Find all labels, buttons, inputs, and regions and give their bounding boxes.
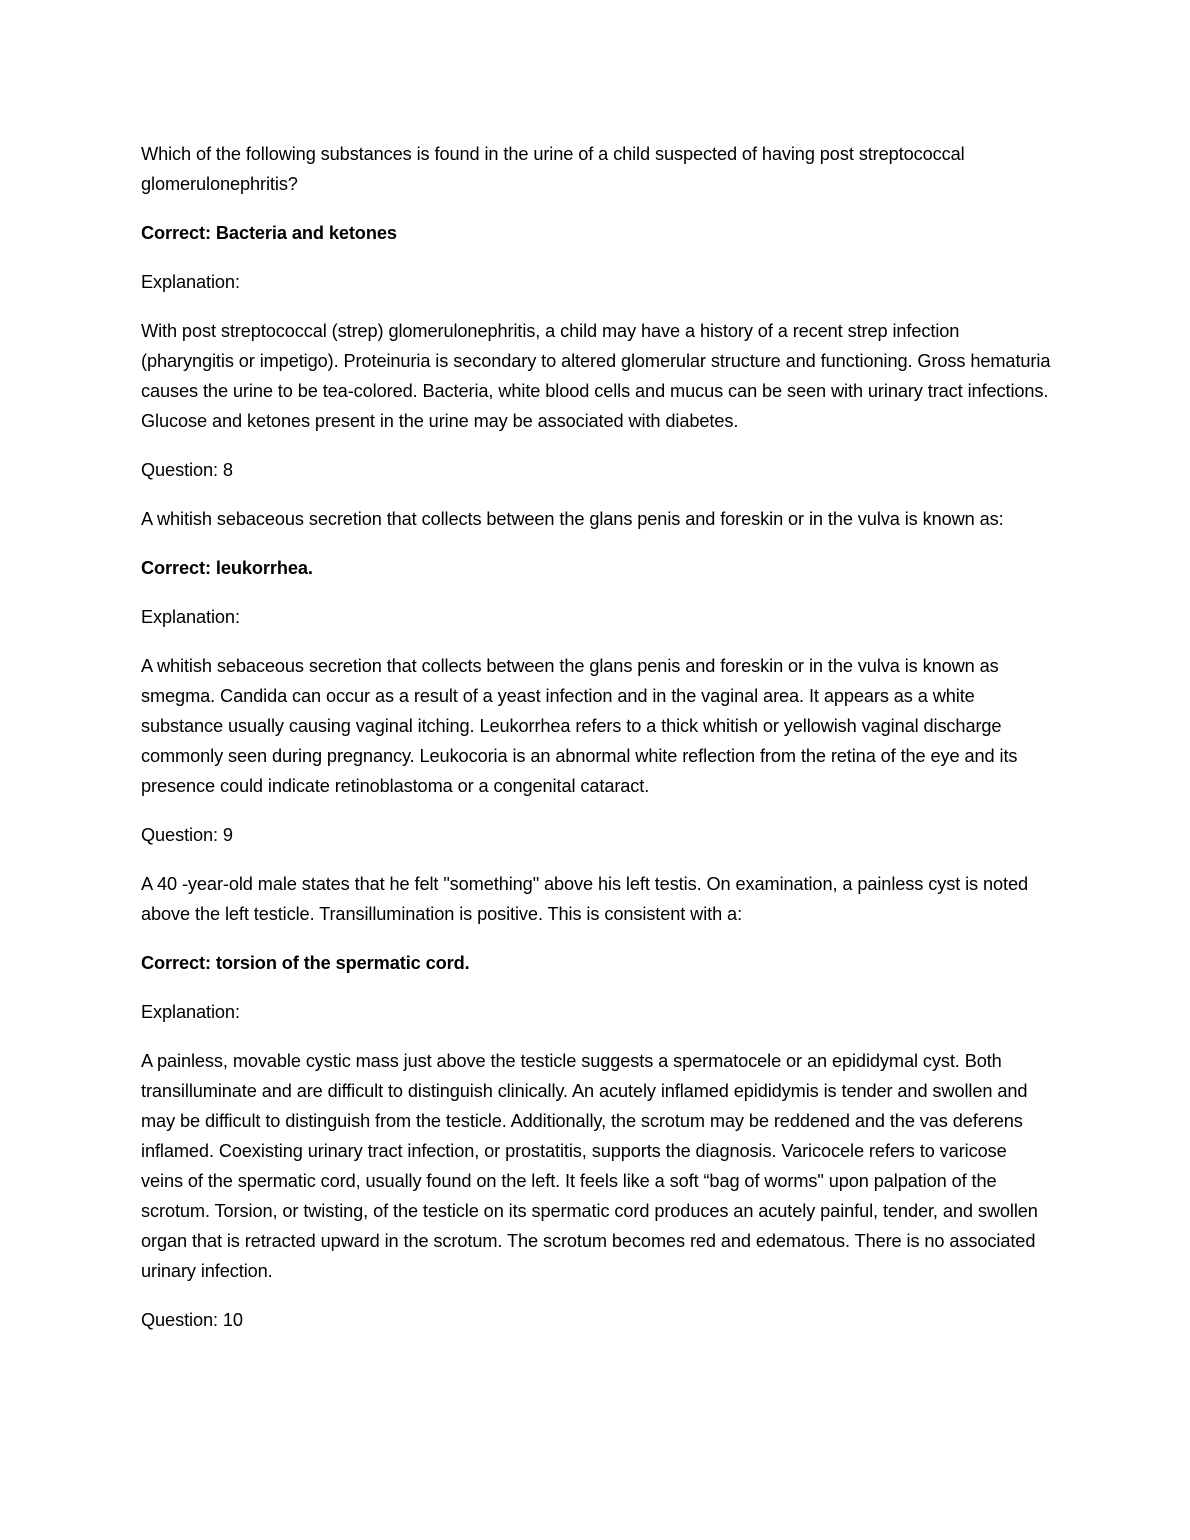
explanation-text-8: A whitish sebaceous secretion that collects between the glans penis and foreskin or in the vulva is known as smegma. Candida can occur as a result of a yeast infection and in the vaginal area. It appears as a white substance usually causing vaginal itching. Leukorrhea refers to a thick whitish or yellowish vaginal discharge commonly seen during pregnancy. Leukocoria is an abnormal white reflection from the retina of the eye and its presence could indicate retinoblastoma or a congenital cataract. xyxy=(141,656,1018,796)
question-8-text: A whitish sebaceous secretion that collects between the glans penis and foreskin or in the vulva is known as: xyxy=(141,509,1004,529)
question-9-text: A 40 -year-old male states that he felt "something" above his left testis. On examination, a painless cyst is noted above the left testicle. Transillumination is positive. This is consistent with a: xyxy=(141,874,1029,924)
explanation-text-9: A painless, movable cystic mass just above the testicle suggests a spermatocele or an epididymal cyst. Both transilluminate and are difficult to distinguish clinically. An acutely inflamed epididymis is tender and swollen and may be difficult to distinguish from the testicle. Additionally, the scrotum may be reddened and the vas deferens inflamed. Coexisting urinary tract infection, or prostatitis, supports the diagnosis. Varicocele refers to varicose veins of the spermatic cord, usually found on the left. It feels like a soft “bag of worms" upon palpation of the scrotum. Torsion, or twisting, of the testicle on its spermatic cord produces an acutely painful, tender, and swollen organ that is retracted upward in the scrotum. The scrotum becomes red and edematous. There is no associated urinary infection. xyxy=(141,1051,1038,1281)
correct-answer-9: Correct: torsion of the spermatic cord. xyxy=(141,953,470,973)
correct-answer-8: Correct: leukorrhea. xyxy=(141,558,313,578)
explanation-label-9: Explanation: xyxy=(141,1002,240,1022)
question-7-text: Which of the following substances is found in the urine of a child suspected of having post streptococcal glomerulonephritis? xyxy=(141,144,965,194)
document-page xyxy=(141,139,1053,1354)
question-8-heading: Question: 8 xyxy=(141,460,233,480)
explanation-label-8: Explanation: xyxy=(141,607,240,627)
question-9-heading: Question: 9 xyxy=(141,825,233,845)
question-10-heading: Question: 10 xyxy=(141,1310,243,1330)
correct-answer-7: Correct: Bacteria and ketones xyxy=(141,223,397,243)
explanation-text-7: With post streptococcal (strep) glomerulonephritis, a child may have a history of a recent strep infection (pharyngitis or impetigo). Proteinuria is secondary to altered glomerular structure and functioning. Gross hematuria causes the urine to be tea-colored. Bacteria, white blood cells and mucus can be seen with urinary tract infections. Glucose and ketones present in the urine may be associated with diabetes. xyxy=(141,321,1051,431)
explanation-label-7: Explanation: xyxy=(141,272,240,292)
